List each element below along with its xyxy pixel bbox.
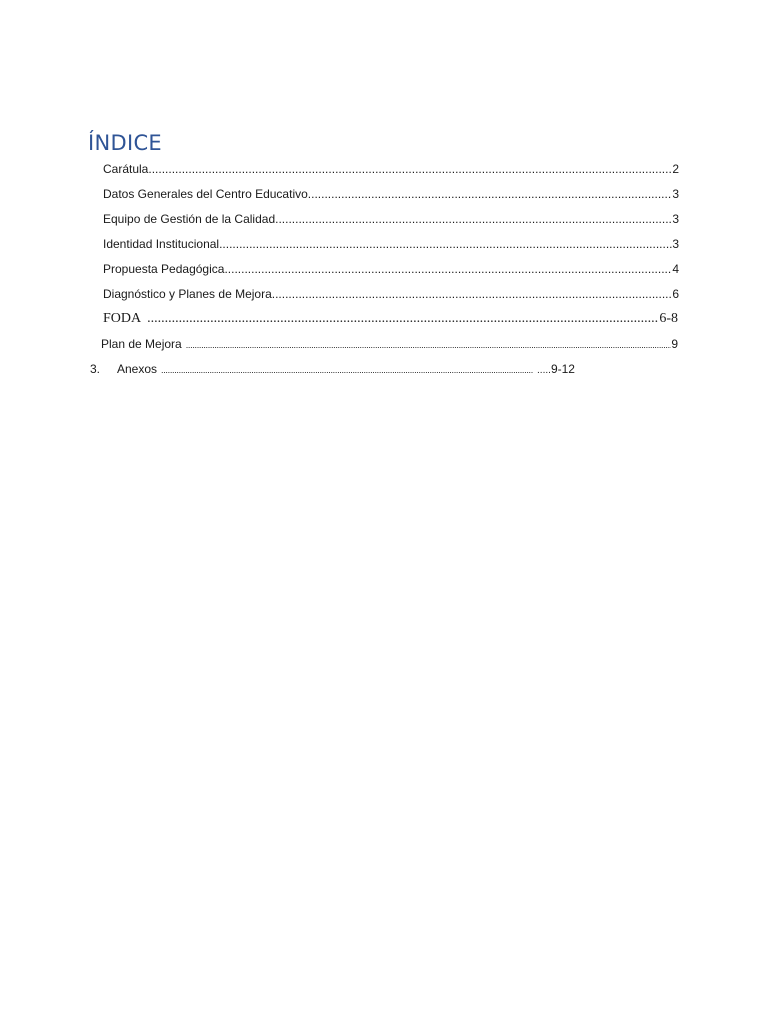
index-title: ÍNDICE <box>88 131 162 155</box>
toc-entry-identidad[interactable] <box>103 236 679 252</box>
dot-leader <box>161 362 533 377</box>
toc-entry-page: 6 <box>672 287 679 301</box>
dot-leader <box>219 236 672 252</box>
toc-entry-page: 3 <box>672 237 679 251</box>
toc-entry-page: 6-8 <box>659 311 678 326</box>
toc-entry-label: Diagnóstico y Planes de Mejora <box>103 287 272 301</box>
toc-entry-label: Plan de Mejora <box>101 337 182 351</box>
toc-entry-label: Carátula <box>103 162 149 176</box>
dot-leader <box>186 337 672 352</box>
toc-entry-label: Propuesta Pedagógica <box>103 262 225 276</box>
dot-leader <box>224 261 672 277</box>
toc-entry-label: Anexos <box>117 362 158 376</box>
toc-entry-page: 9 <box>671 337 678 351</box>
toc-entry-diagnostico[interactable] <box>103 286 679 302</box>
toc-entry-page: 4 <box>672 262 679 276</box>
toc-entry-label: Equipo de Gestión de la Calidad <box>103 212 276 226</box>
dot-leader <box>308 186 673 202</box>
toc-entry-page: 3 <box>672 212 679 226</box>
dot-leader <box>275 211 672 227</box>
toc-entry-equipo-gestion[interactable] <box>103 211 679 227</box>
toc-entry-anexos[interactable] <box>90 361 672 377</box>
dot-leader <box>272 286 673 302</box>
toc-entry-datos-generales[interactable] <box>103 186 679 202</box>
toc-entry-label: FODA <box>103 311 142 326</box>
dot-leader <box>148 161 672 177</box>
toc-entry-foda[interactable] <box>103 310 678 328</box>
toc-entry-page: 3 <box>672 187 679 201</box>
toc-entry-label: Datos Generales del Centro Educativo <box>103 187 308 201</box>
toc-entry-number: 3. <box>90 362 101 376</box>
dot-leader <box>147 310 659 328</box>
toc-entry-page: 2 <box>672 162 679 176</box>
toc-entry-label: Identidad Institucional <box>103 237 220 251</box>
toc-entry-page: 9-12 <box>550 362 575 376</box>
toc-entry-plan-mejora[interactable] <box>101 336 678 352</box>
toc-entry-caratula[interactable] <box>103 161 679 177</box>
toc-entry-propuesta[interactable] <box>103 261 679 277</box>
page-prefix-dots: ..... <box>537 365 551 376</box>
